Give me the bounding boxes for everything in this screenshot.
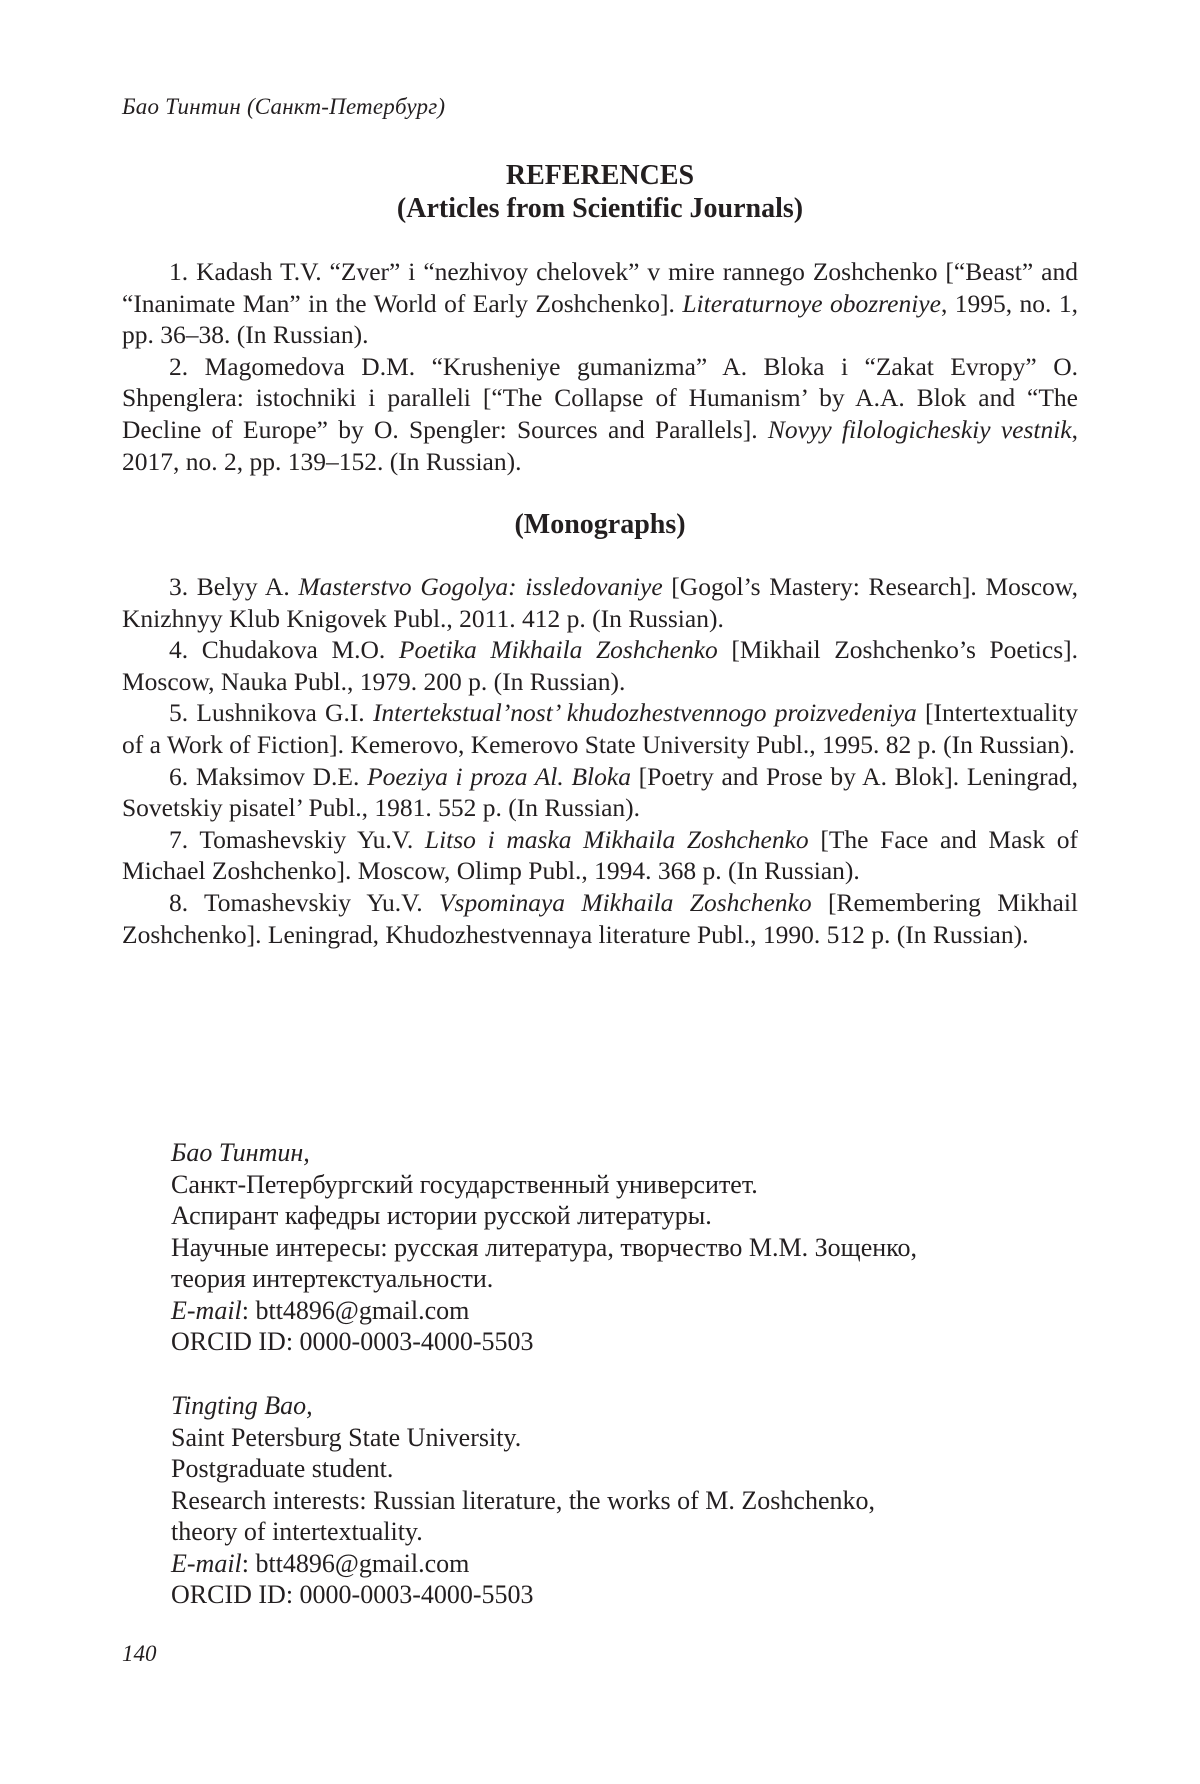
monographs-list (122, 571, 1078, 950)
articles-list (122, 256, 1078, 477)
author-interests: Научные интересы: русская литература, творчество М.М. Зощенко, (171, 1232, 917, 1262)
reference-item: 6. Maksimov D.E. Poeziya i proza Al. Bloka [Poetry and Prose by A. Blok]. Leningrad, Sovetskiy pisatel’ Publ., 1981. 552 p. (In Russian). (122, 761, 1079, 823)
journal-title: Novyy filologicheskiy vestnik (767, 414, 1072, 444)
email-label: E-mail (171, 1295, 242, 1325)
reference-item: 2. Magomedova D.M. “Krusheniye gumanizma” A. Bloka i “Zakat Evropy” O. Shpenglera: istochniki i paralleli [“The Collapse of Humanism’ by A.A. Blok and “The Decline of Europe” by O. Spengler: Sources and Parallels]. Novyy filologicheskiy vestnik, 2017, no. 2, pp. 139–152. (In Russian). (122, 351, 1078, 476)
author-affiliation: Saint Petersburg State University. (171, 1422, 522, 1452)
author-interests: Research interests: Russian literature, the works of M. Zoshchenko, (171, 1485, 875, 1515)
references-heading (122, 159, 1078, 225)
author-position: Аспирант кафедры истории русской литературы. (171, 1201, 712, 1230)
book-title: Poetika Mikhaila Zoshchenko (398, 635, 718, 665)
reference-item: 1. Kadash T.V. “Zver” i “nezhivoy chelovek” v mire rannego Zoshchenko [“Beast” and “Inanimate Man” in the World of Early Zoshchenko]. Literaturnoye obozreniye, 1995, no. 1, pp. 36–38. (In Russian). (122, 257, 1078, 350)
author-interests-continued: theory of intertextuality. (171, 1517, 423, 1546)
book-title: Intertekstual’nost’ khudozhestvennogo proizvedeniya (372, 698, 917, 728)
book-title: Poeziya i proza Al. Bloka (367, 761, 631, 791)
references-title: REFERENCES (505, 160, 695, 191)
book-title: Masterstvo Gogolya: issledovaniye (298, 572, 663, 601)
book-title: Vspominaya Mikhaila Zoshchenko (438, 887, 812, 917)
author-info-russian (171, 1137, 1071, 1358)
author-info-english (171, 1390, 1071, 1611)
author-email (171, 1548, 1071, 1580)
author-position: Postgraduate student. (171, 1454, 394, 1483)
author-orcid: ORCID ID: 0000-0003-4000-5503 (171, 1327, 534, 1356)
articles-subtitle: (Articles from Scientific Journals) (396, 193, 804, 224)
author-interests-continued: теория интертекстуальности. (171, 1264, 494, 1293)
book-title: Litso i maska Mikhaila Zoshchenko (424, 824, 809, 854)
author-email (171, 1295, 1071, 1327)
author-orcid: ORCID ID: 0000-0003-4000-5503 (171, 1580, 534, 1609)
reference-item: 3. Belyy A. Masterstvo Gogolya: issledovaniye [Gogol’s Mastery: Research]. Moscow, Knizhnyy Klub Knigovek Publ., 2011. 412 p. (In Russian). (122, 572, 1078, 633)
reference-item: 4. Chudakova M.O. Poetika Mikhaila Zoshchenko [Mikhail Zoshchenko’s Poetics]. Moscow, Nauka Publ., 1979. 200 p. (In Russian). (122, 635, 1078, 696)
author-name: Бао Тинтин, (171, 1138, 310, 1167)
reference-item: 5. Lushnikova G.I. Intertekstual’nost’ khudozhestvennogo proizvedeniya [Intertextuality of a Work of Fiction]. Kemerovo, Kemerovo State University Publ., 1995. 82 p. (In Russian). (122, 698, 1078, 759)
monographs-subtitle: (Monographs) (514, 509, 686, 540)
page-number: 140 (122, 1641, 157, 1666)
email-label: E-mail (171, 1548, 242, 1578)
reference-item: 8. Tomashevskiy Yu.V. Vspominaya Mikhaila Zoshchenko [Remembering Mikhail Zoshchenko]. Leningrad, Khudozhestvennaya literature Publ., 1990. 512 p. (In Russian). (122, 887, 1078, 949)
author-affiliation: Санкт-Петербургский государственный университет. (171, 1169, 758, 1199)
journal-title: Literaturnoye obozreniye (682, 288, 941, 318)
reference-item: 7. Tomashevskiy Yu.V. Litso i maska Mikhaila Zoshchenko [The Face and Mask of Michael Zoshchenko]. Moscow, Olimp Publ., 1994. 368 p. (In Russian). (122, 824, 1079, 886)
running-head: Бао Тинтин (Санкт-Петербург) (122, 94, 446, 119)
email-address: : btt4896@gmail.com (241, 1548, 470, 1578)
author-name: Tingting Bao, (171, 1391, 313, 1420)
email-address: : btt4896@gmail.com (241, 1295, 470, 1325)
